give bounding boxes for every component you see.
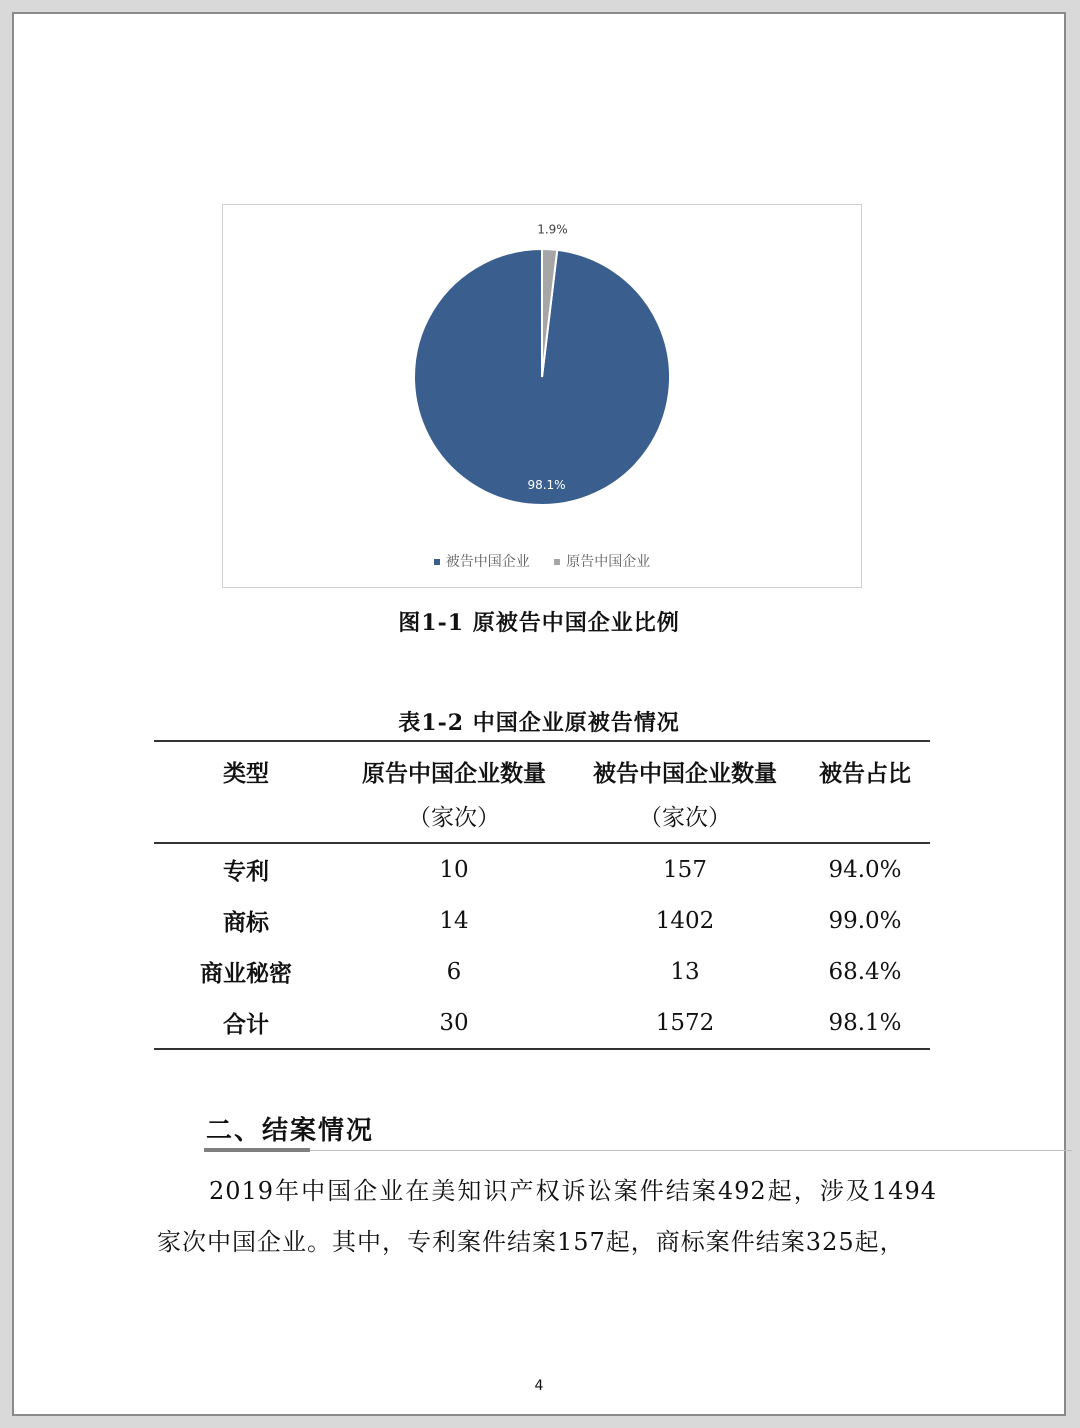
table-caption: 表1-2 中国企业原被告情况 bbox=[398, 710, 680, 736]
header-plaintiff-count: 原告中国企业数量 （家次） bbox=[362, 760, 546, 831]
chart-legend bbox=[223, 551, 861, 571]
cell-plaintiff: 14 bbox=[439, 907, 469, 934]
table-row bbox=[154, 946, 930, 997]
cell-defendant: 157 bbox=[663, 856, 707, 883]
legend-label-plaintiff: 原告中国企业 bbox=[566, 554, 651, 570]
document-page bbox=[12, 12, 1066, 1416]
cell-ratio: 98.1% bbox=[828, 1009, 902, 1036]
table-row bbox=[154, 895, 930, 946]
header-defendant-ratio: 被告占比 bbox=[819, 760, 911, 787]
table-row-total bbox=[154, 997, 930, 1049]
cell-type: 专利 bbox=[223, 858, 269, 885]
cell-ratio: 94.0% bbox=[828, 856, 902, 883]
header-type: 类型 bbox=[223, 760, 269, 787]
legend-swatch-defendant bbox=[434, 559, 440, 565]
legend-swatch-plaintiff bbox=[554, 559, 560, 565]
legend-entry-defendant bbox=[434, 551, 530, 571]
data-label-plaintiff: 1.9% bbox=[537, 222, 568, 237]
cell-type: 合计 bbox=[223, 1011, 269, 1038]
cell-type: 商标 bbox=[223, 909, 269, 936]
body-paragraph: 2019年中国企业在美知识产权诉讼案件结案492起，涉及1494家次中国企业。其中，专利案件结案157起，商标案件结案325起， bbox=[157, 1177, 937, 1256]
table-header-row bbox=[154, 741, 930, 843]
cell-plaintiff: 30 bbox=[439, 1009, 469, 1036]
pie-chart bbox=[222, 204, 862, 588]
legend-entry-plaintiff bbox=[554, 551, 650, 571]
cell-ratio: 99.0% bbox=[828, 907, 902, 934]
cell-ratio: 68.4% bbox=[828, 958, 902, 985]
figure-caption: 图1-1 原被告中国企业比例 bbox=[398, 610, 680, 636]
section-heading: 二、结案情况 bbox=[206, 1116, 375, 1146]
pie-chart-svg bbox=[223, 205, 863, 589]
cell-defendant: 1572 bbox=[655, 1009, 715, 1036]
cell-type: 商业秘密 bbox=[200, 960, 292, 987]
cell-plaintiff: 6 bbox=[446, 958, 462, 985]
legend-label-defendant: 被告中国企业 bbox=[445, 554, 530, 570]
cell-defendant: 1402 bbox=[655, 907, 715, 934]
cell-plaintiff: 10 bbox=[439, 856, 469, 883]
page-number: 4 bbox=[534, 1378, 544, 1394]
table-row bbox=[154, 843, 930, 895]
header-defendant-count: 被告中国企业数量 （家次） bbox=[593, 760, 777, 831]
section-heading-underline bbox=[204, 1148, 310, 1152]
data-label-defendant: 98.1% bbox=[527, 477, 566, 492]
section-divider bbox=[204, 1150, 1072, 1151]
data-table bbox=[154, 740, 930, 1050]
cell-defendant: 13 bbox=[670, 958, 700, 985]
